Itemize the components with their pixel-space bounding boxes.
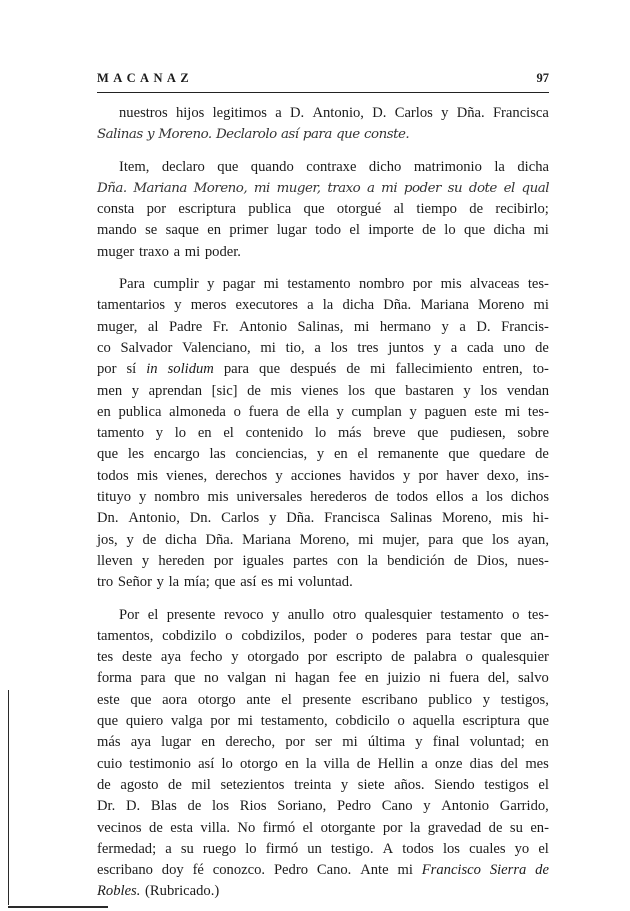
text-line: muger traxo a mi poder. [97, 243, 241, 260]
text-line: que quiero valga por mi testamento, cobdicilo o aquella escriptura que [97, 713, 549, 730]
text-line: cuio testimonio así lo otorgo en la villa de Hellin a onze dias del mes [97, 755, 549, 772]
text-line: jos, y de dicha Dña. Mariana Moreno, mi mujer, para que los ayan, [97, 531, 549, 548]
text-line: Salinas y Moreno. Declarolo así para que conste. [97, 127, 410, 143]
text-line: men y aprendan [sic] de mis vienes los que bastaren y los vendan [97, 382, 549, 399]
text-line: por sí in solidum para que después de mi fallecimiento entren, to- [97, 361, 549, 378]
text-line: tro Señor y la mía; que así es mi voluntad. [97, 574, 353, 591]
text-line: de agosto de mil setezientos treinta y siete años. Siendo testigos el [97, 776, 549, 793]
bottom-rule [8, 906, 108, 908]
text-line: todos mis vienes, derechos y acciones havidos y por haver dexo, ins- [97, 467, 549, 484]
text-line: vecinos de esta villa. No firmó el otorgante por la gravedad de su en- [97, 819, 549, 836]
text-line: Dr. D. Blas de los Rios Soriano, Pedro Cano y Antonio Garrido, [97, 798, 549, 815]
text-line: consta por escriptura publica que otorgué al tiempo de recibirlo; [97, 201, 549, 218]
text-line: Item, declaro que quando contraxe dicho matrimonio la dicha [119, 158, 549, 175]
text-line: Para cumplir y pagar mi testamento nombro por mis alvaceas tes- [119, 276, 549, 293]
text-line: lleven y hereden por iguales partes con la bendición de Dios, nues- [97, 552, 549, 569]
header-rule [97, 92, 549, 93]
text-line: muger, al Padre Fr. Antonio Salinas, mi hermano y a D. Francis- [97, 318, 549, 335]
text-line: Dn. Antonio, Dn. Carlos y Dña. Francisca Salinas Moreno, mis hi- [97, 510, 549, 527]
text-line: Dña. Mariana Moreno, mi muger, traxo a mi poder su dote el qual [97, 180, 549, 196]
text-line: tes deste aya fecho y otorgado por escripto de palabra o qualesquier [97, 649, 549, 666]
margin-rule [8, 690, 9, 905]
text-line: tamentos, cobdizilo o cobdizilos, poder o poderes para testar que an- [97, 627, 549, 644]
text-line: tituyo y nombro mis universales herederos de todos ellos a los dichos [97, 489, 549, 506]
text-line: que les encargo las conciencias, y en el remanente que quedare de [97, 446, 549, 463]
text-line: este que aora otorgo ante el presente escribano publico y testigos, [97, 691, 549, 708]
text-line: fermedad; a su ruego lo firmó un testigo. A todos los cuales yo el [97, 840, 549, 857]
text-line: forma para que no valgan ni hagan fee en juizio ni fuera del, salvo [97, 670, 549, 687]
text-line: escribano doy fé conozco. Pedro Cano. Ante mi Francisco Sierra de [97, 862, 549, 879]
text-line: nuestros hijos legitimos a D. Antonio, D. Carlos y Dña. Francisca [119, 105, 549, 121]
text-line: más aya lugar en derecho, por ser mi última y final voluntad; en [97, 734, 549, 751]
running-head [97, 71, 549, 86]
text-line: Por el presente revoco y anullo otro qualesquier testamento o tes- [119, 606, 549, 623]
text-line: tamentarios y meros executores a la dicha Dña. Mariana Moreno mi [97, 297, 549, 314]
body-text [97, 103, 549, 903]
running-title: MACANAZ [97, 71, 194, 85]
text-line: mando se saque en primer lugar todo el importe de lo que dicha mi [97, 222, 549, 239]
text-line: en publica almoneda o fuera de ella y cumplan y paguen este mi tes- [97, 403, 549, 420]
text-line: Robles. (Rubricado.) [97, 883, 220, 900]
text-line: co Salvador Valenciano, mi tio, a los tres juntos y a cada uno de [97, 339, 549, 356]
text-line: tamento y lo en el contenido lo más breve que pudiesen, sobre [97, 425, 549, 442]
page-number: 97 [536, 71, 549, 85]
